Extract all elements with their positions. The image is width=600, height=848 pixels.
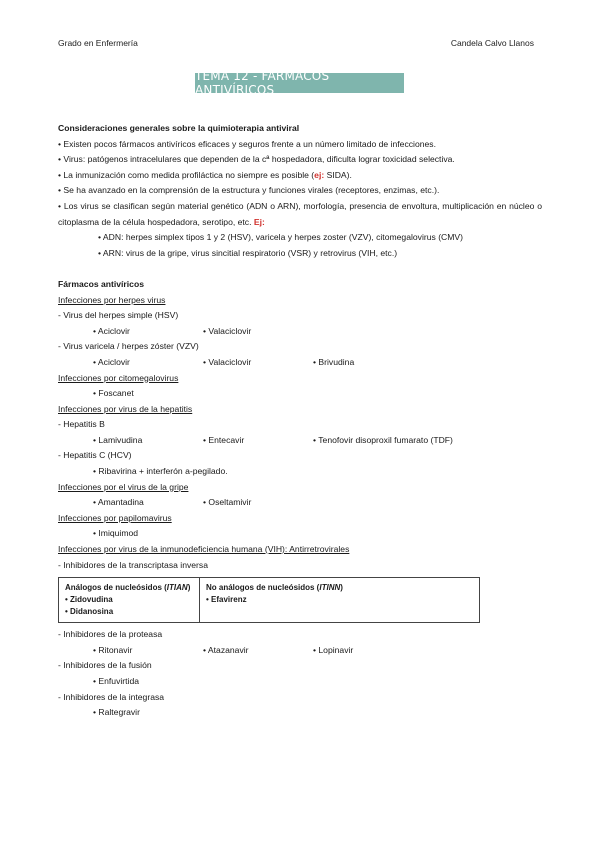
hepb-drugs	[58, 433, 542, 449]
drug-item: • Entecavir	[203, 434, 245, 445]
considerations-heading: Consideraciones generales sobre la quimioterapia antiviral	[58, 123, 300, 133]
itian-abbr: ITIAN	[166, 583, 188, 593]
page-title: TEMA 12 - FÁRMACOS ANTIVÍRICOS	[195, 73, 404, 93]
itinn-title	[206, 582, 473, 594]
papilloma-drugs	[58, 526, 542, 542]
rt-inhibitors-table	[58, 577, 480, 623]
bullet-5-text: • Los virus se clasifican según material genético (ADN o ARN), morfología, presencia de envoltura, multiplicación en núcleo o citoplasma de la célula hospedadora, serotipo, etc.	[58, 200, 542, 227]
drug-item: • Brivudina	[313, 356, 355, 367]
drug-item: • Tenofovir disoproxil fumarato (TDF)	[313, 434, 453, 445]
consideration-bullet-1: • Existen pocos fármacos antivíricos eficaces y seguros frente a un número limitado de infecciones.	[58, 138, 436, 149]
consideration-bullet-3	[58, 168, 542, 184]
example-marker: ej:	[314, 169, 325, 180]
drug-item: • Aciclovir	[93, 356, 130, 367]
table-item: • Efavirenz	[206, 595, 247, 605]
consideration-bullet-4: • Se ha avanzado en la comprensión de la estructura y funciones virales (receptores, enzimas, etc.).	[58, 185, 440, 196]
hepc-drugs	[58, 464, 542, 480]
flu-heading: Infecciones por el virus de la gripe	[58, 481, 189, 492]
rt-label: - Inhibidores de la transcriptasa inversa	[58, 559, 208, 570]
example-marker-2: Ej:	[253, 216, 265, 227]
itinn-title-text: No análogos de nucleósidos (	[206, 583, 320, 593]
drug-item: • Atazanavir	[203, 644, 249, 655]
drug-item: • Enfuvirtida	[93, 676, 139, 686]
cmv-heading: Infecciones por citomegalovirus	[58, 372, 179, 383]
bullet-3-text-end: SIDA).	[324, 169, 352, 180]
flu-drugs	[58, 495, 542, 511]
consideration-bullet-5	[58, 199, 542, 230]
header-author: Candela Calvo Llanos	[450, 38, 534, 48]
itian-title	[65, 582, 193, 594]
drug-item: • Valaciclovir	[203, 325, 252, 336]
table-cell-itinn	[200, 578, 479, 622]
drug-item: • Foscanet	[93, 388, 134, 399]
itian-title-text: Análogos de nucleósidos (	[65, 583, 167, 593]
drugs-heading: Fármacos antivíricos	[58, 278, 144, 289]
protease-label: - Inhibidores de la proteasa	[58, 629, 163, 640]
arn-viruses: • ARN: virus de la gripe, virus sincitial respiratorio (VSR) y retrovirus (VIH, etc.)	[98, 247, 398, 258]
itian-title-close: )	[187, 583, 191, 593]
itinn-title-close: )	[340, 583, 343, 593]
hepatitis-heading: Infecciones por virus de la hepatitis	[58, 403, 193, 414]
itinn-abbr: ITINN	[319, 583, 341, 593]
header-course: Grado en Enfermería	[58, 38, 138, 48]
consideration-bullet-2: • Virus: patógenos intracelulares que dependen de la cª hospedadora, dificulta lograr toxicidad selectiva.	[58, 154, 455, 165]
drug-item: • Raltegravir	[93, 707, 140, 718]
fusion-label: - Inhibidores de la fusión	[58, 660, 152, 671]
vih-heading: Infecciones por virus de la inmunodeficiencia humana (VIH): Antirretrovirales	[58, 544, 350, 555]
fusion-drugs	[58, 674, 542, 690]
adn-viruses: • ADN: herpes simplex tipos 1 y 2 (HSV), varicela y herpes zoster (VZV), citomegalovirus (CMV)	[98, 232, 464, 243]
drug-item: • Valaciclovir	[203, 356, 252, 367]
vzv-drugs	[58, 355, 542, 371]
drug-item: • Imiquimod	[93, 528, 139, 539]
integrase-label: - Inhibidores de la integrasa	[58, 691, 165, 702]
hepc-label: - Hepatitis C (HCV)	[58, 450, 132, 461]
drug-item: • Amantadina	[93, 497, 144, 508]
drug-item: • Lopinavir	[313, 644, 354, 655]
table-cell-itian	[59, 578, 200, 622]
document-body	[58, 121, 542, 721]
papilloma-heading: Infecciones por papilomavirus	[58, 512, 172, 523]
integrase-drugs	[58, 705, 542, 721]
drug-item: • Aciclovir	[93, 325, 130, 336]
hepb-label: - Hepatitis B	[58, 419, 105, 430]
table-item: • Zidovudina	[65, 595, 113, 605]
drug-item: • Lamivudina	[93, 434, 143, 445]
drug-item: • Oseltamivir	[203, 497, 252, 508]
hsv-label: - Virus del herpes simple (HSV)	[58, 310, 179, 321]
protease-drugs	[58, 643, 542, 659]
drug-item: • Ritonavir	[93, 644, 133, 655]
drug-item: • Ribavirina + interferón a-pegilado.	[93, 466, 228, 477]
cmv-drugs	[58, 386, 542, 402]
hsv-drugs	[58, 324, 542, 340]
vzv-label: - Virus varicela / herpes zóster (VZV)	[58, 341, 199, 352]
table-item: • Didanosina	[65, 607, 114, 617]
herpes-heading: Infecciones por herpes virus	[58, 294, 166, 305]
bullet-3-text: • La inmunización como medida profiláctica no siempre es posible (	[58, 169, 315, 180]
